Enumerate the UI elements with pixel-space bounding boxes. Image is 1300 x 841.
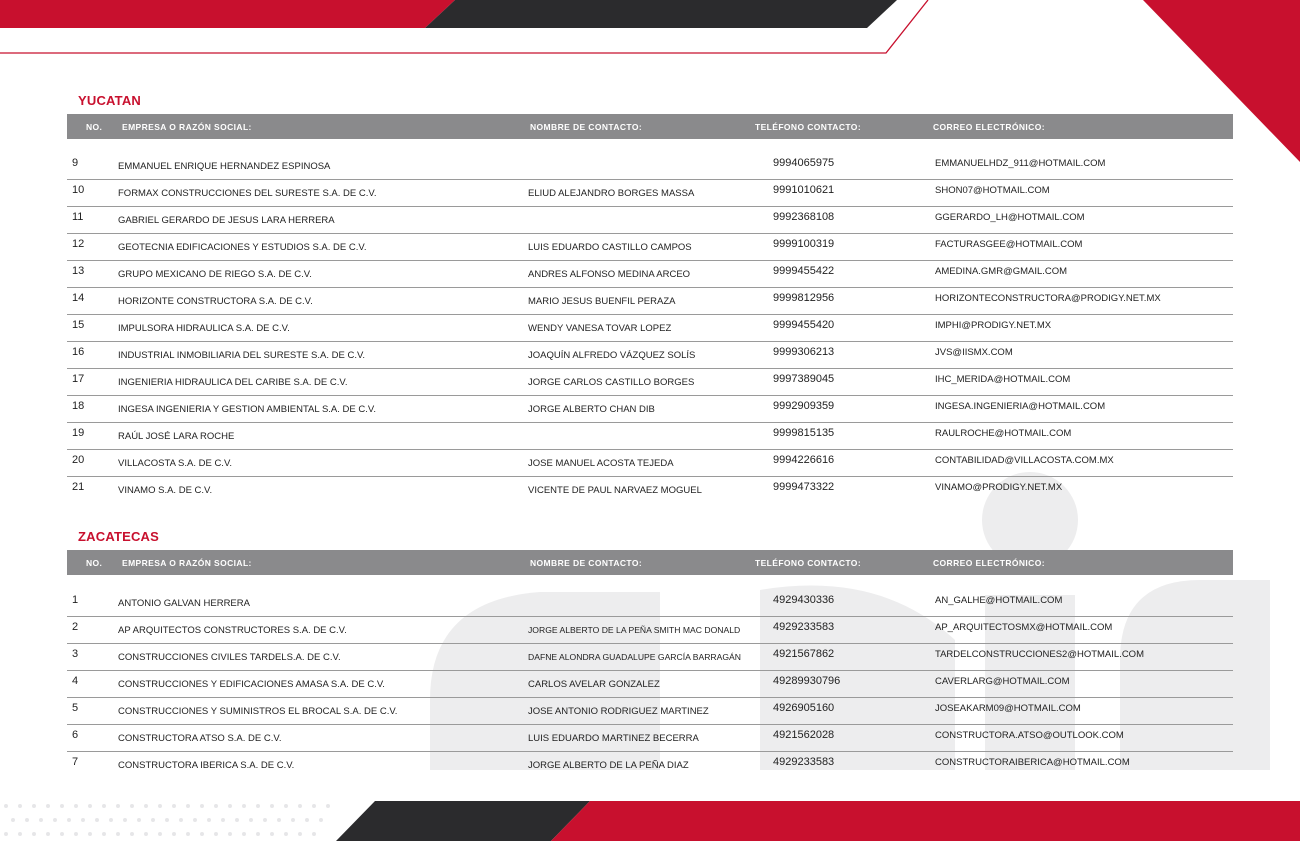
row-number: 21 <box>72 481 85 493</box>
table-row <box>67 698 1233 725</box>
header-contacto: NOMBRE DE CONTACTO: <box>530 122 643 132</box>
email-address: INGESA.INGENIERIA@HOTMAIL.COM <box>935 401 1106 412</box>
header-correo: CORREO ELECTRÓNICO: <box>933 558 1045 568</box>
contact-name: WENDY VANESA TOVAR LOPEZ <box>528 323 672 334</box>
phone-number: 9999815135 <box>773 427 835 439</box>
phone-number: 4926905160 <box>773 702 835 714</box>
phone-number: 4921562028 <box>773 729 835 741</box>
row-number: 7 <box>72 756 79 768</box>
row-number: 2 <box>72 621 79 633</box>
table-row <box>67 644 1233 671</box>
header-telefono: TELÉFONO CONTACTO: <box>755 558 862 568</box>
header-no: NO. <box>86 558 103 568</box>
table-row <box>67 671 1233 698</box>
phone-number: 4929430336 <box>773 594 835 606</box>
email-address: AN_GALHE@HOTMAIL.COM <box>935 595 1063 606</box>
phone-number: 9999473322 <box>773 481 835 493</box>
email-address: VINAMO@PRODIGY.NET.MX <box>935 482 1063 493</box>
phone-number: 9994226616 <box>773 454 835 466</box>
company-name: EMMANUEL ENRIQUE HERNANDEZ ESPINOSA <box>118 161 331 172</box>
row-number: 11 <box>72 211 84 223</box>
company-name: INGESA INGENIERIA Y GESTION AMBIENTAL S.A. DE C.V. <box>118 404 376 415</box>
phone-number: 9992909359 <box>773 400 835 412</box>
contact-name: JORGE ALBERTO DE LA PEÑA SMITH MAC DONALD <box>528 625 741 635</box>
row-number: 17 <box>72 373 85 385</box>
table-row <box>67 315 1233 342</box>
table-row <box>67 261 1233 288</box>
phone-number: 9991010621 <box>773 184 835 196</box>
company-name: CONSTRUCCIONES Y EDIFICACIONES AMASA S.A. DE C.V. <box>118 679 385 690</box>
header-telefono: TELÉFONO CONTACTO: <box>755 122 862 132</box>
email-address: AP_ARQUITECTOSMX@HOTMAIL.COM <box>935 622 1113 633</box>
company-name: RAÚL JOSÉ LARA ROCHE <box>118 431 235 442</box>
contact-name: LUIS EDUARDO MARTINEZ BECERRA <box>528 733 699 744</box>
company-name: GABRIEL GERARDO DE JESUS LARA HERRERA <box>118 215 335 226</box>
row-number: 6 <box>72 729 79 741</box>
table-row <box>67 752 1233 778</box>
phone-number: 9992368108 <box>773 211 835 223</box>
table-row <box>67 288 1233 315</box>
email-address: CONSTRUCTORAIBERICA@HOTMAIL.COM <box>935 757 1130 768</box>
table-row <box>67 617 1233 644</box>
contact-name: JOSE ANTONIO RODRIGUEZ MARTINEZ <box>528 706 709 717</box>
email-address: RAULROCHE@HOTMAIL.COM <box>935 428 1072 439</box>
row-number: 16 <box>72 346 85 358</box>
company-name: INGENIERIA HIDRAULICA DEL CARIBE S.A. DE C.V. <box>118 377 348 388</box>
email-address: SHON07@HOTMAIL.COM <box>935 185 1050 196</box>
row-number: 12 <box>72 238 85 250</box>
email-address: FACTURASGEE@HOTMAIL.COM <box>935 239 1083 250</box>
phone-number: 49289930796 <box>773 675 841 687</box>
header-contacto: NOMBRE DE CONTACTO: <box>530 558 643 568</box>
table-row <box>67 153 1233 180</box>
company-name: ANTONIO GALVAN HERRERA <box>118 598 250 609</box>
contact-name: VICENTE DE PAUL NARVAEZ MOGUEL <box>528 485 702 496</box>
header-correo: CORREO ELECTRÓNICO: <box>933 122 1045 132</box>
phone-number: 9997389045 <box>773 373 835 385</box>
email-address: HORIZONTECONSTRUCTORA@PRODIGY.NET.MX <box>935 293 1161 304</box>
email-address: EMMANUELHDZ_911@HOTMAIL.COM <box>935 158 1106 169</box>
company-name: HORIZONTE CONSTRUCTORA S.A. DE C.V. <box>118 296 313 307</box>
contact-name: ANDRES ALFONSO MEDINA ARCEO <box>528 269 691 280</box>
section-title-zacatecas: ZACATECAS <box>78 529 159 544</box>
email-address: GGERARDO_LH@HOTMAIL.COM <box>935 212 1085 223</box>
contact-name: MARIO JESUS BUENFIL PERAZA <box>528 296 676 307</box>
company-name: FORMAX CONSTRUCCIONES DEL SURESTE S.A. DE C.V. <box>118 188 377 199</box>
contact-name: JOAQUÍN ALFREDO VÁZQUEZ SOLÍS <box>528 350 696 361</box>
email-address: TARDELCONSTRUCCIONES2@HOTMAIL.COM <box>935 649 1144 660</box>
table-row <box>67 423 1233 450</box>
company-name: VILLACOSTA S.A. DE C.V. <box>118 458 233 469</box>
row-number: 3 <box>72 648 79 660</box>
company-name: VINAMO S.A. DE C.V. <box>118 485 213 496</box>
phone-number: 9999306213 <box>773 346 835 358</box>
table-row <box>67 342 1233 369</box>
phone-number: 9999455422 <box>773 265 835 277</box>
company-name: IMPULSORA HIDRAULICA S.A. DE C.V. <box>118 323 290 334</box>
table-header-zacatecas <box>67 550 1233 575</box>
row-number: 18 <box>72 400 85 412</box>
email-address: CONTABILIDAD@VILLACOSTA.COM.MX <box>935 455 1114 466</box>
row-number: 9 <box>72 157 79 169</box>
table-row <box>67 369 1233 396</box>
email-address: JVS@IISMX.COM <box>935 347 1013 358</box>
header-no: NO. <box>86 122 103 132</box>
contact-name: JORGE ALBERTO CHAN DIB <box>528 404 655 415</box>
table-header-yucatan <box>67 114 1233 139</box>
table-row <box>67 234 1233 261</box>
phone-number: 4929233583 <box>773 621 835 633</box>
company-name: GEOTECNIA EDIFICACIONES Y ESTUDIOS S.A. DE C.V. <box>118 242 367 253</box>
row-number: 19 <box>72 427 85 439</box>
phone-number: 9999100319 <box>773 238 835 250</box>
phone-number: 9994065975 <box>773 157 835 169</box>
section-title-yucatan: YUCATAN <box>78 93 142 108</box>
email-address: CAVERLARG@HOTMAIL.COM <box>935 676 1070 687</box>
email-address: IHC_MERIDA@HOTMAIL.COM <box>935 374 1071 385</box>
contact-name: CARLOS AVELAR GONZALEZ <box>528 679 660 690</box>
row-number: 5 <box>72 702 79 714</box>
row-number: 1 <box>72 594 79 606</box>
contact-name: JORGE ALBERTO DE LA PEÑA DIAZ <box>528 760 689 771</box>
phone-number: 4929233583 <box>773 756 835 768</box>
table-row <box>67 180 1233 207</box>
table-row <box>67 725 1233 752</box>
phone-number: 9999812956 <box>773 292 835 304</box>
company-name: GRUPO MEXICANO DE RIEGO S.A. DE C.V. <box>118 269 312 280</box>
company-name: INDUSTRIAL INMOBILIARIA DEL SURESTE S.A. DE C.V. <box>118 350 366 361</box>
phone-number: 4921567862 <box>773 648 835 660</box>
phone-number: 9999455420 <box>773 319 835 331</box>
row-number: 13 <box>72 265 85 277</box>
table-body-zacatecas <box>67 590 1233 778</box>
table-row <box>67 396 1233 423</box>
company-name: CONSTRUCTORA IBERICA S.A. DE C.V. <box>118 760 295 771</box>
email-address: AMEDINA.GMR@GMAIL.COM <box>935 266 1068 277</box>
row-number: 15 <box>72 319 85 331</box>
table-row <box>67 207 1233 234</box>
company-name: AP ARQUITECTOS CONSTRUCTORES S.A. DE C.V. <box>118 625 347 636</box>
row-number: 14 <box>72 292 85 304</box>
contact-name: JORGE CARLOS CASTILLO BORGES <box>528 377 695 388</box>
row-number: 4 <box>72 675 79 687</box>
table-row <box>67 477 1233 503</box>
email-address: JOSEAKARM09@HOTMAIL.COM <box>935 703 1081 714</box>
email-address: CONSTRUCTORA.ATSO@OUTLOOK.COM <box>935 730 1124 741</box>
table-row <box>67 450 1233 477</box>
contact-name: LUIS EDUARDO CASTILLO CAMPOS <box>528 242 692 253</box>
header-empresa: EMPRESA O RAZÓN SOCIAL: <box>122 558 252 568</box>
email-address: IMPHI@PRODIGY.NET.MX <box>935 320 1052 331</box>
header-empresa: EMPRESA O RAZÓN SOCIAL: <box>122 122 252 132</box>
contact-name: JOSE MANUEL ACOSTA TEJEDA <box>528 458 674 469</box>
table-row <box>67 590 1233 617</box>
contact-name: DAFNE ALONDRA GUADALUPE GARCÍA BARRAGÁN <box>528 652 741 662</box>
row-number: 20 <box>72 454 85 466</box>
table-body-yucatan <box>67 153 1233 503</box>
company-name: CONSTRUCCIONES CIVILES TARDELS.A. DE C.V. <box>118 652 341 663</box>
company-name: CONSTRUCTORA ATSO S.A. DE C.V. <box>118 733 282 744</box>
row-number: 10 <box>72 184 85 196</box>
contact-name: ELIUD ALEJANDRO BORGES MASSA <box>528 188 695 199</box>
company-name: CONSTRUCCIONES Y SUMINISTROS EL BROCAL S.A. DE C.V. <box>118 706 398 717</box>
